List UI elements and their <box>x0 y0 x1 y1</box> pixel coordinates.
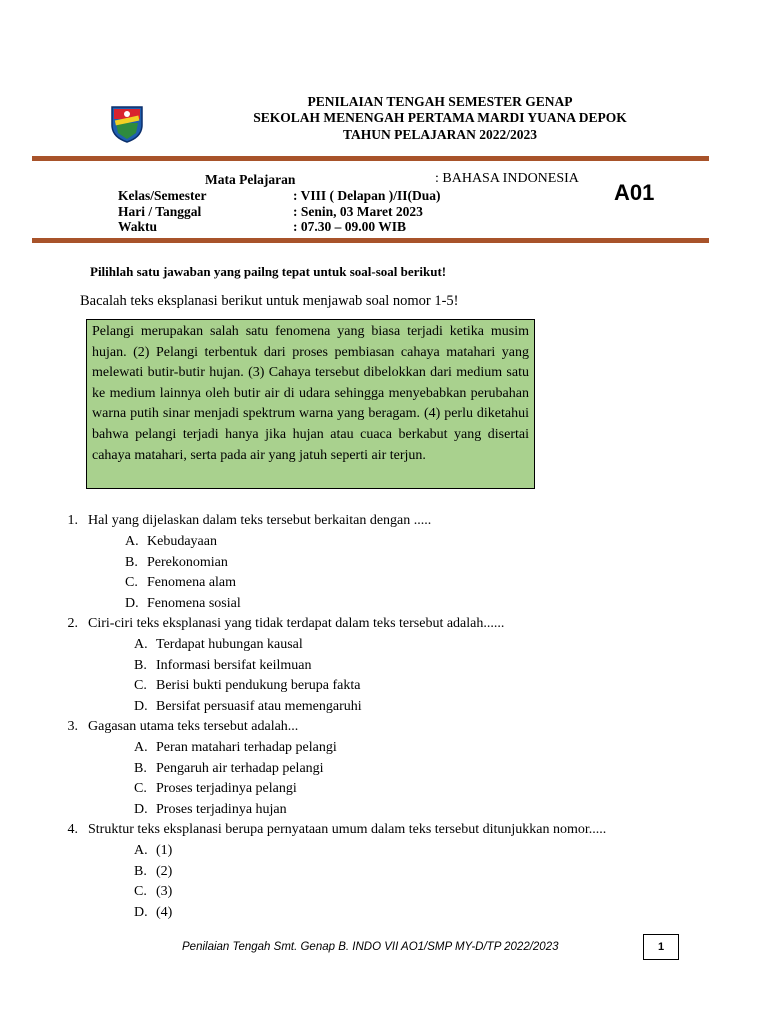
subject-label: Mata Pelajaran <box>205 172 296 187</box>
day-label: Hari / Tanggal <box>118 204 202 219</box>
option-4b[interactable]: B. (2) <box>134 863 173 879</box>
question-text: Gagasan utama teks tersebut adalah... <box>88 719 299 734</box>
question-1 <box>50 512 690 529</box>
question-text: Ciri-ciri teks eksplanasi yang tidak terdapat dalam teks tersebut adalah...... <box>88 616 505 631</box>
sub-instruction: Bacalah teks eksplanasi berikut untuk menjawab soal nomor 1-5! <box>80 293 459 309</box>
question-3 <box>50 718 690 735</box>
page-number: 1 <box>643 934 679 960</box>
option-3a[interactable]: A. Peran matahari terhadap pelangi <box>134 740 337 755</box>
option-2c[interactable]: C. Berisi bukti pendukung berupa fakta <box>134 678 361 693</box>
header-academic-year: TAHUN PELAJARAN 2022/2023 <box>342 127 537 142</box>
option-4a[interactable]: A. (1) <box>134 843 173 858</box>
question-list <box>50 512 690 924</box>
options-3 <box>50 739 690 818</box>
exam-code: A01 <box>614 180 655 205</box>
option-4c[interactable]: C. (3) <box>134 884 173 899</box>
option-2a[interactable]: A. Terdapat hubungan kausal <box>134 637 303 652</box>
question-text: Struktur teks eksplanasi berupa pernyataan umum dalam teks tersebut ditunjukkan nomor..... <box>88 822 607 837</box>
question-number: 3. <box>67 719 78 734</box>
question-number: 2. <box>67 616 78 631</box>
option-2b[interactable]: B. Informasi bersifat keilmuan <box>134 657 312 673</box>
header-rule-top <box>32 156 709 161</box>
option-1b[interactable]: B. Perekonomian <box>125 554 228 570</box>
option-3c[interactable]: C. Proses terjadinya pelangi <box>134 781 297 796</box>
question-number: 1. <box>67 513 78 528</box>
option-4d[interactable]: D. (4) <box>134 904 173 920</box>
question-2 <box>50 615 690 632</box>
option-2d[interactable]: D. Bersifat persuasif atau memengaruhi <box>134 698 362 714</box>
day-value: : Senin, 03 Maret 2023 <box>293 204 423 219</box>
question-4 <box>50 821 690 838</box>
options-1 <box>50 533 690 612</box>
question-number: 4. <box>67 822 78 837</box>
options-2 <box>50 636 690 715</box>
reading-passage: Pelangi merupakan salah satu fenomena yang biasa terjadi ketika musim hujan. (2) Pelangi terbentuk dari proses pembiasan cahaya matahari yang melewati butir-butir hujan. (3) Cahaya tersebut dibelokkan dari medium satu ke medium lainnya oleh butir air di udara sehingga menyebabkan perubahan warna putih sinar menjadi spektrum warna yang beragam. (4) perlu diketahui bahwa pelangi terjadi hanya jika hujan atau cuaca berkabut yang disertai cahaya matahari, serta pada air yang jatuh seperti air terjun. <box>86 319 535 489</box>
header-line-1: PENILAIAN TENGAH SEMESTER GENAP <box>307 94 573 109</box>
header-school-name: SEKOLAH MENENGAH PERTAMA MARDI YUANA DEPOK <box>253 110 627 125</box>
class-label: Kelas/Semester <box>118 188 207 203</box>
header-rule-bottom <box>32 238 709 243</box>
option-3b[interactable]: B. Pengaruh air terhadap pelangi <box>134 760 324 776</box>
options-4 <box>50 842 690 921</box>
page-footer: Penilaian Tengah Smt. Genap B. INDO VII AO1/SMP MY-D/TP 2022/2023 <box>182 941 559 953</box>
time-value: : 07.30 – 09.00 WIB <box>293 219 407 234</box>
instruction: Pilihlah satu jawaban yang pailng tepat untuk soal-soal berikut! <box>90 264 447 279</box>
option-1d[interactable]: D. Fenomena sosial <box>125 595 241 611</box>
subject-value: : BAHASA INDONESIA <box>435 171 579 186</box>
option-3d[interactable]: D. Proses terjadinya hujan <box>134 801 287 817</box>
option-1a[interactable]: A. Kebudayaan <box>125 534 217 549</box>
class-value: : VIII ( Delapan )/II(Dua) <box>293 188 441 203</box>
question-text: Hal yang dijelaskan dalam teks tersebut berkaitan dengan ..... <box>88 513 432 528</box>
option-1c[interactable]: C. Fenomena alam <box>125 575 237 590</box>
time-label: Waktu <box>118 219 158 234</box>
